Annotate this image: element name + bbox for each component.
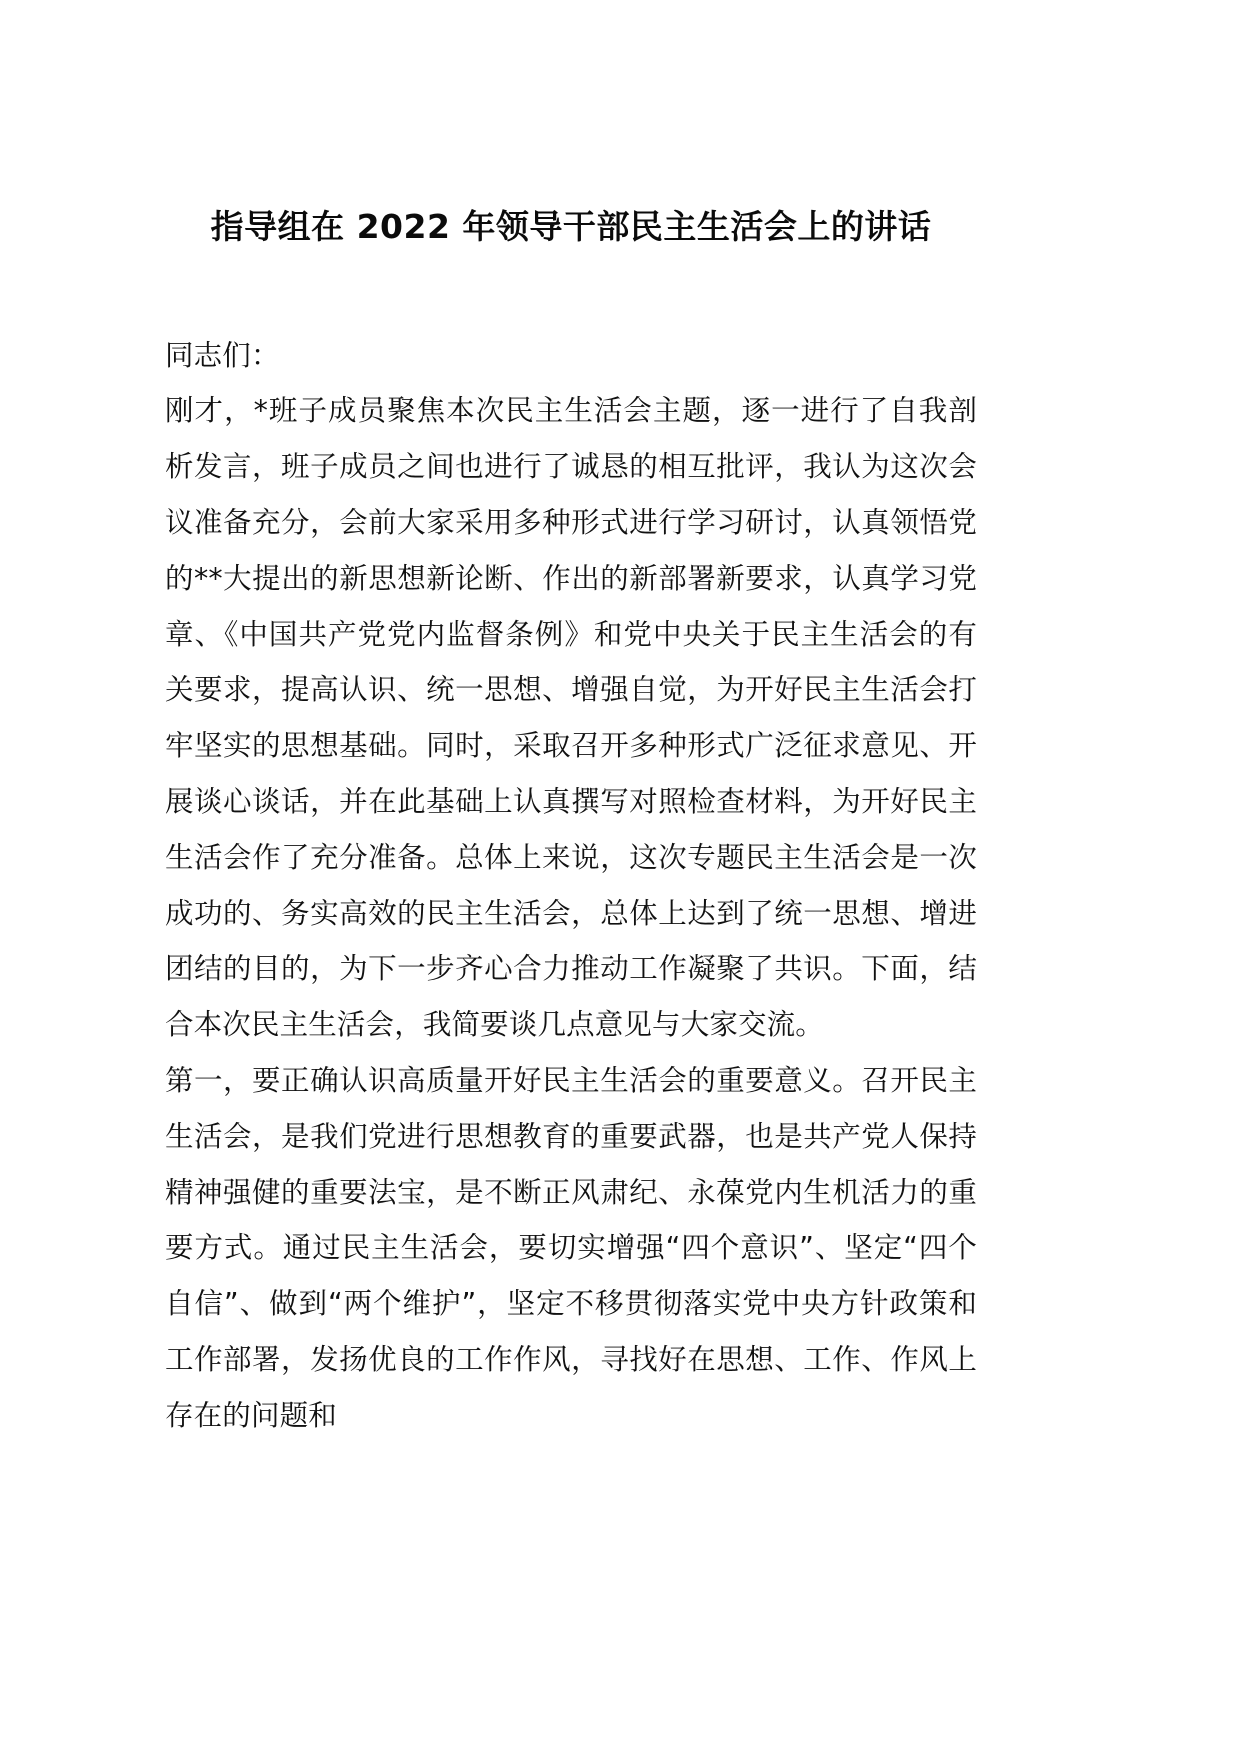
title-spacer [165,250,977,328]
body-paragraph-2: 第一，要正确认识高质量开好民主生活会的重要意义。召开民主生活会，是我们党进行思想教育的重要武器，也是共产党人保持精神强健的重要法宝，是不断正风肃纪、永葆党内生机活力的重要方式。通过民主生活会，要切实增强“四个意识”、坚定“四个自信”、做到“两个维护”，坚定不移贯彻落实党中央方针政策和工作部署，发扬优良的工作作风，寻找好在思想、工作、作风上存在的问题和 [165,1063,977,1432]
document-title: 指导组在 2022 年领导干部民主生活会上的讲话 [210,207,932,246]
document-body [165,0,977,1443]
body-paragraph-1: 刚才，*班子成员聚焦本次民主生活会主题，逐一进行了自我剖析发言，班子成员之间也进行了诚恳的相互批评，我认为这次会议准备充分，会前大家采用多种形式进行学习研讨，认真领悟党的**大提出的新思想新论断、作出的新部署新要求，认真学习党章、《中国共产党党内监督条例》和党中央关于民主生活会的有关要求，提高认识、统一思想、增强自觉，为开好民主生活会打牢坚实的思想基础。同时，采取召开多种形式广泛征求意见、开展谈心谈话，并在此基础上认真撰写对照检查材料，为开好民主生活会作了充分准备。总体上来说，这次专题民主生活会是一次成功的、务实高效的民主生活会，总体上达到了统一思想、增进团结的目的，为下一步齐心合力推动工作凝聚了共识。下面，结合本次民主生活会，我简要谈几点意见与大家交流。 [165,394,977,1042]
salutation: 同志们： [165,338,280,372]
